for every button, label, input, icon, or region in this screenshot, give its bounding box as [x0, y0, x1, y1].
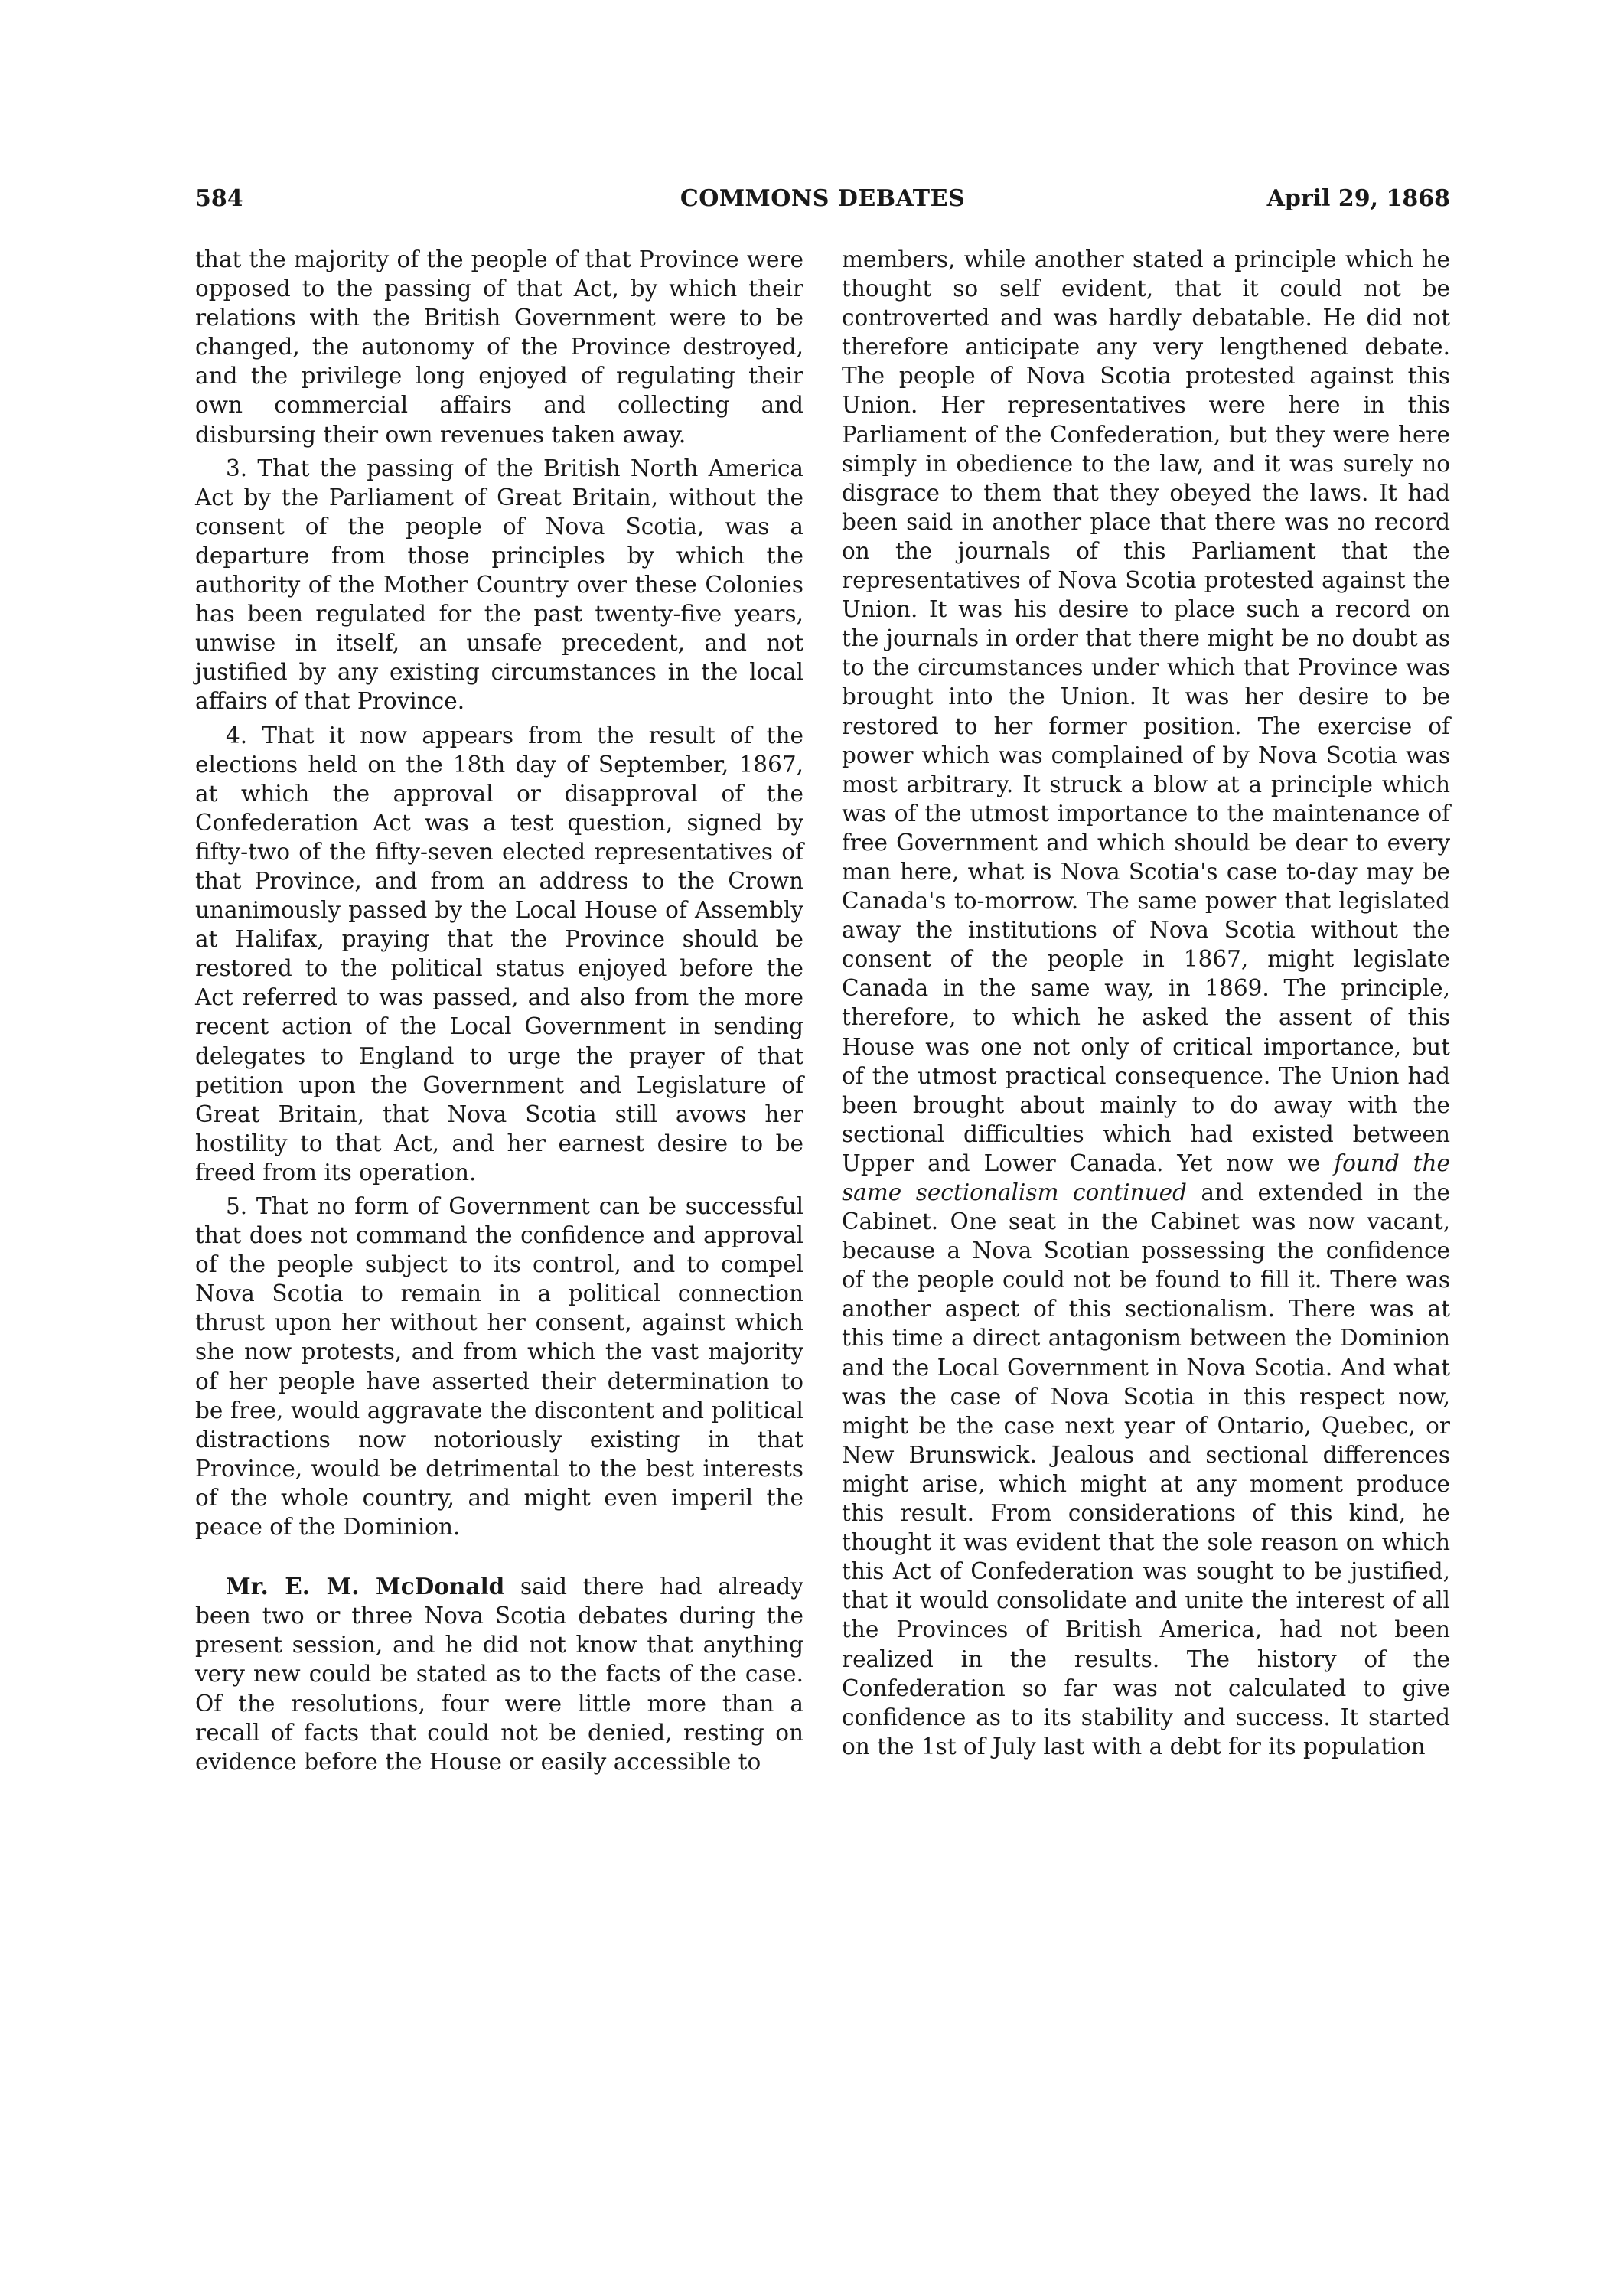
resolution-3: 3. That the passing of the British North America Act by the Parliament of Great Britain, without the consent of the people of Nova Scotia, was a departure from those principles by which the authority of the Mother Country over these Colonies has been regulated for the past twenty-five years, unwise in itself, an unsafe precedent, and not justified by any existing circumstances in the local affairs of that Province. [195, 455, 804, 715]
continued-speech [842, 245, 1450, 1761]
resolution-5: 5. That no form of Government can be successful that does not command the confidence and approval of the people subject to its control, and to compel Nova Scotia to remain in a political connection thrust upon her without her consent, against which she now protests, and from which the vast majority of her people have asserted their determination to be free, would aggravate the discontent and political distractions now notoriously existing in that Province, would be detrimental to the best interests of the whole country, and might even imperil the peace of the Dominion. [195, 1193, 804, 1541]
issue-date: April 29, 1868 [1266, 185, 1450, 212]
speech-paragraph [195, 1572, 804, 1776]
speaker-name: Mr. E. M. McDonald [226, 1573, 505, 1600]
journal-title: COMMONS DEBATES [680, 185, 966, 212]
running-head [195, 184, 1450, 214]
right-column [842, 245, 1450, 1761]
continued-paragraph: that the majority of the people of that Province were opposed to the passing of that Act, by which their relations with the British Government were to be changed, the autonomy of the Province destroyed, and the privilege long enjoyed of regulating their own commercial affairs and collecting and disbursing their own revenues taken away. [195, 246, 804, 448]
document-page [195, 184, 1450, 2189]
italic-phrase: found the same sectionalism continued [842, 1150, 1450, 1205]
left-column [195, 245, 804, 1776]
speech-text: said there had already been two or three Nova Scotia debates during the present session, and he did not know that anything very new could be stated as to the facts of the case. Of the resolutions, four were little more than a recall of facts that could not be denied, resting on evidence before the House or easily accessible to [195, 1574, 804, 1775]
resolution-4: 4. That it now appears from the result of the elections held on the 18th day of September, 1867, at which the approval or disapproval of the Confederation Act was a test question, signed by fifty-two of the fifty-seven elected representatives of that Province, and from an address to the Crown unanimously passed by the Local House of Assembly at Halifax, praying that the Province should be restored to the political status enjoyed before the Act referred to was passed, and also from the more recent action of the Local Government in sending delegates to England to urge the prayer of that petition upon the Government and Legislature of Great Britain, that Nova Scotia still avows her hostility to that Act, and her earnest desire to be freed from its operation. [195, 722, 804, 1186]
page-number: 584 [195, 185, 243, 212]
speech-text-part-2: and extended in the Cabinet. One seat in the Cabinet was now vacant, because a Nova Scotian possessing the confidence of the people could not be found to fill it. There was another aspect of this sectionalism. There was at this time a direct antagonism between the Dominion and the Local Government in Nova Scotia. And what was the case of Nova Scotia in this respect now, might be the case next year of Ontario, Quebec, or New Brunswick. Jealous and sectional differences might arise, which might at any moment produce this result. From considerations of this kind, he thought it was evident that the sole reason on which this Act of Confederation was sought to be justified, that it would consolidate and unite the interest of all the Provinces of British America, had not been realized in the results. The history of the Confederation so far was not calculated to give confidence as to its stability and success. It started on the 1st of July last with a debt for its population [842, 1179, 1450, 1760]
speech-text-part-1: members, while another stated a principle which he thought so self evident, that it could not be controverted and was hardly debatable. He did not therefore anticipate any very lengthened debate. The people of Nova Scotia protested against this Union. Her representatives were here in this Parliament of the Confederation, but they were here simply in obedience to the law, and it was surely no disgrace to them that they obeyed the laws. It had been said in another place that there was no record on the journals of this Parliament that the representatives of Nova Scotia protested against the Union. It was his desire to place such a record on the journals in order that there might be no doubt as to the circumstances under which that Province was brought into the Union. It was her desire to be restored to her former position. The exercise of power which was complained of by Nova Scotia was most arbitrary. It struck a blow at a principle which was of the utmost importance to the maintenance of free Government and which should be dear to every man here, what is Nova Scotia's case to-day may be Canada's to-morrow. The same power that legislated away the institutions of Nova Scotia without the consent of the people in 1867, might legislate Canada in the same way, in 1869. The principle, therefore, to which he asked the assent of this House was one not only of critical importance, but of the utmost practical consequence. The Union had been brought about mainly to do away with the sectional difficulties which had existed between Upper and Lower Canada. Yet now we [842, 246, 1450, 1176]
